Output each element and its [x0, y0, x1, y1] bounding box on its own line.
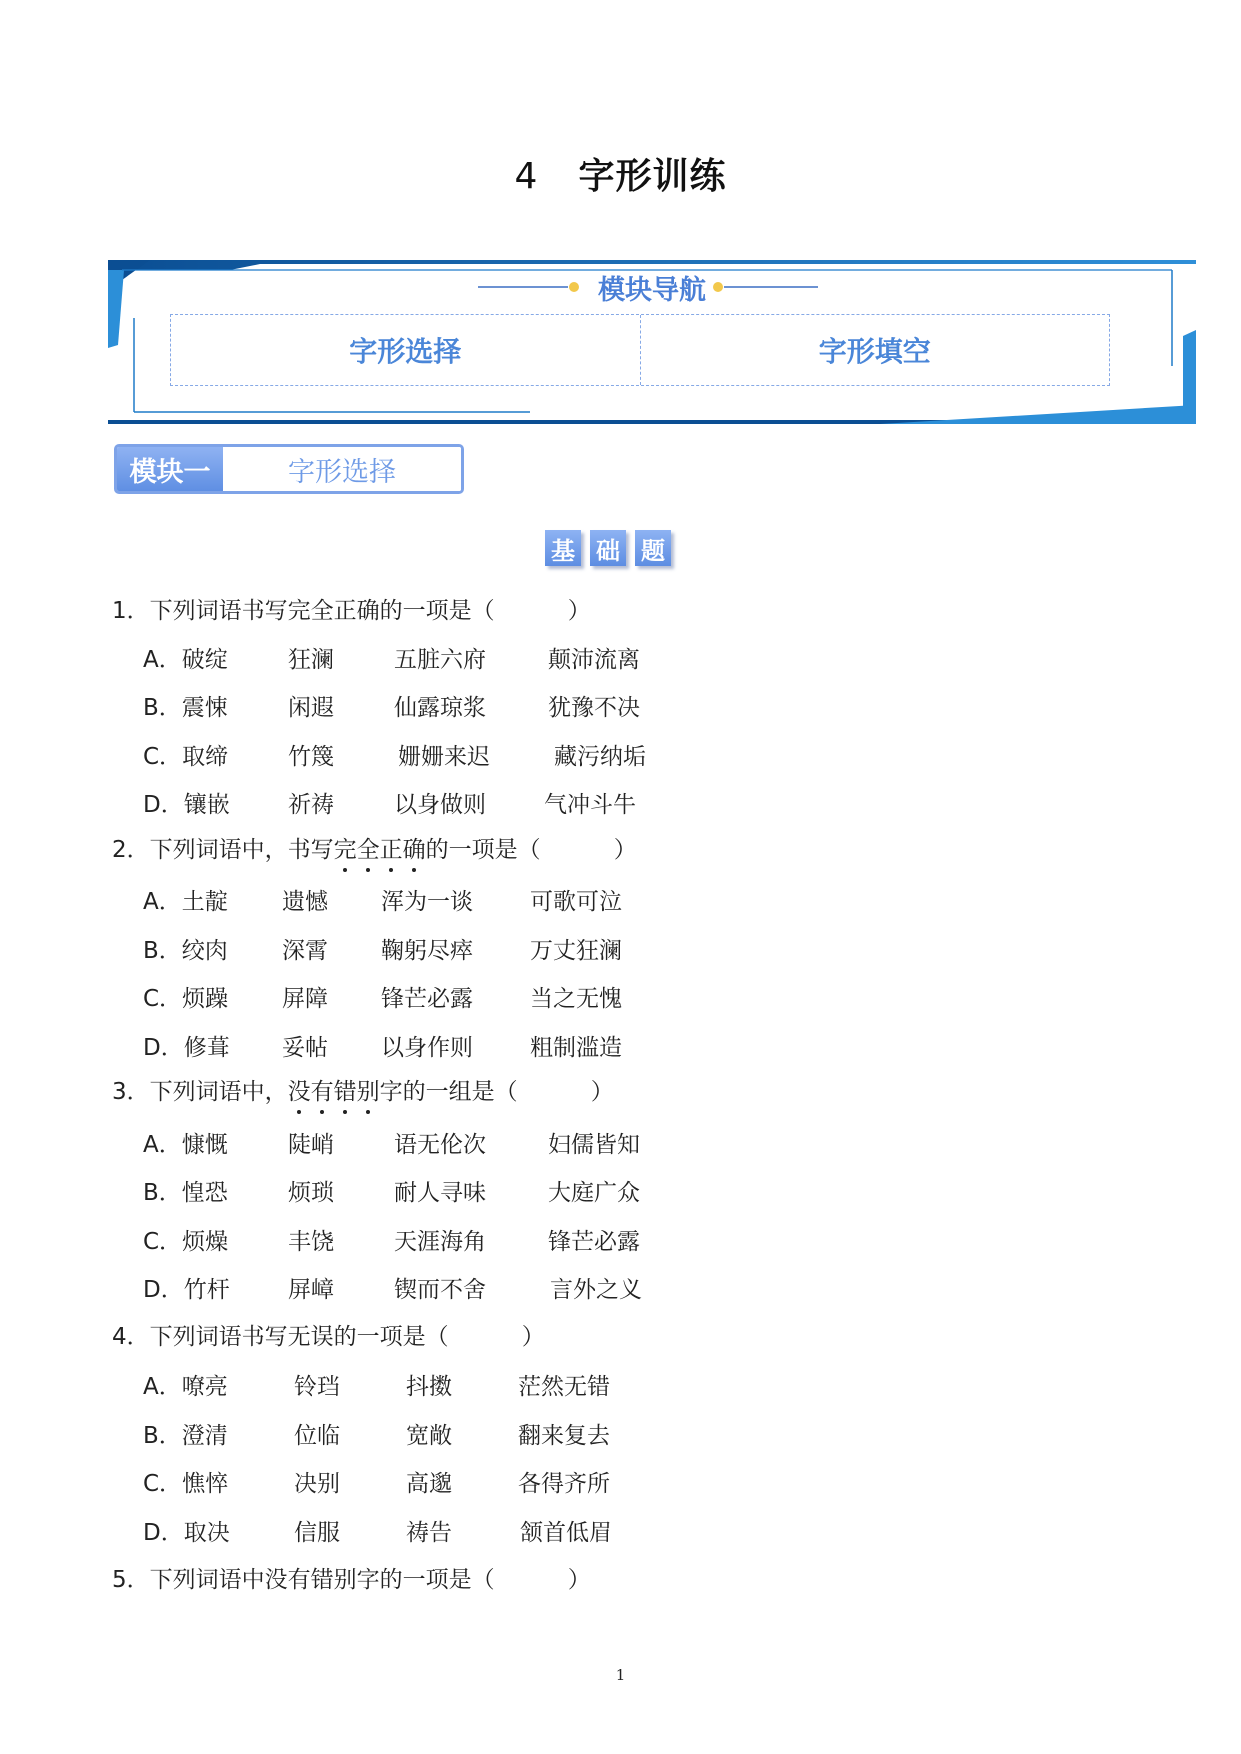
option-word: 祈祷: [288, 792, 334, 818]
nav-box: [170, 314, 1110, 386]
option-word: 翻来复去: [518, 1423, 610, 1449]
emphasis-char: 确: [402, 837, 426, 863]
nav-item-glyph-selection[interactable]: 字形选择: [349, 335, 462, 368]
option-word: 锋芒必露: [548, 1229, 640, 1255]
option-word: 姗姗来迟: [398, 744, 490, 770]
option-word: 闲遐: [288, 695, 334, 721]
badge-char: 基: [545, 530, 581, 566]
option-word: 决别: [294, 1471, 340, 1497]
option-label[interactable]: A．土靛: [143, 889, 228, 915]
option-word: 万丈狂澜: [530, 938, 622, 964]
emphasis-char: 没: [287, 1079, 311, 1105]
question-1-stem: 1．下列词语书写完全正确的一项是（ ）: [112, 598, 591, 624]
question-2-stem: 2．下列词语中，书写完全正确的一项是（ ）: [112, 837, 637, 863]
option-word: 气冲斗牛: [544, 792, 636, 818]
option-label[interactable]: D．修葺: [143, 1035, 230, 1061]
module-header: [114, 444, 464, 494]
option-word: 烦琐: [288, 1180, 334, 1206]
question-4-stem: 4．下列词语书写无误的一项是（ ）: [112, 1324, 545, 1350]
option-word: 颠沛流离: [548, 647, 640, 673]
option-word: 竹篾: [288, 744, 334, 770]
question-5-stem: 5．下列词语中没有错别字的一项是（ ）: [112, 1567, 591, 1593]
section-badges: [545, 530, 671, 566]
option-label[interactable]: B．澄清: [143, 1423, 228, 1449]
option-word: 颔首低眉: [520, 1520, 612, 1546]
option-word: 各得齐所: [518, 1471, 610, 1497]
option-word: 丰饶: [288, 1229, 334, 1255]
lesson-number: 4: [514, 156, 539, 197]
option-word: 仙露琼浆: [394, 695, 486, 721]
option-word: 铃珰: [294, 1374, 340, 1400]
option-label[interactable]: C．烦躁: [143, 986, 229, 1012]
option-word: 以身作则: [381, 1035, 473, 1061]
option-word: 藏污纳垢: [554, 744, 646, 770]
option-word: 遗憾: [282, 889, 328, 915]
nav-item-glyph-fill[interactable]: 字形填空: [640, 315, 1110, 385]
option-label[interactable]: C．憔悴: [143, 1471, 229, 1497]
module-navigation: [108, 258, 1196, 428]
option-word: 言外之义: [550, 1277, 642, 1303]
option-word: 鞠躬尽瘁: [381, 938, 473, 964]
option-word: 犹豫不决: [548, 695, 640, 721]
option-word: 高邈: [406, 1471, 452, 1497]
option-word: 耐人寻味: [394, 1180, 486, 1206]
option-word: 抖擞: [406, 1374, 452, 1400]
option-label[interactable]: C．烦燥: [143, 1229, 229, 1255]
option-word: 锲而不舍: [394, 1277, 486, 1303]
option-word: 大庭广众: [548, 1180, 640, 1206]
option-label[interactable]: B．绞肉: [143, 938, 228, 964]
emphasis-char: 正: [379, 837, 403, 863]
module-tag: 模块一: [117, 447, 223, 491]
option-word: 天涯海角: [394, 1229, 486, 1255]
option-label[interactable]: D．镶嵌: [143, 792, 230, 818]
option-word: 粗制滥造: [530, 1035, 622, 1061]
nav-title: 模块导航: [598, 275, 706, 306]
module-name: 字形选择: [223, 447, 461, 491]
option-word: 深霄: [282, 938, 328, 964]
option-word: 屏嶂: [288, 1277, 334, 1303]
option-word: 妇儒皆知: [548, 1132, 640, 1158]
option-label[interactable]: A．嘹亮: [143, 1374, 228, 1400]
page-number: 1: [615, 1666, 626, 1684]
option-label[interactable]: C．取缔: [143, 744, 229, 770]
badge-char: 础: [590, 530, 626, 566]
emphasis-char: 有: [310, 1079, 334, 1105]
emphasis-char: 全: [356, 837, 380, 863]
option-word: 当之无愧: [530, 986, 622, 1012]
option-word: 屏障: [282, 986, 328, 1012]
option-word: 语无伦次: [394, 1132, 486, 1158]
option-word: 信服: [294, 1520, 340, 1546]
option-word: 可歌可泣: [530, 889, 622, 915]
option-label[interactable]: B．震悚: [143, 695, 228, 721]
option-label[interactable]: A．破绽: [143, 647, 228, 673]
option-word: 五脏六府: [394, 647, 486, 673]
option-word: 位临: [294, 1423, 340, 1449]
option-label[interactable]: A．慷慨: [143, 1132, 228, 1158]
option-label[interactable]: D．竹杆: [143, 1277, 230, 1303]
option-word: 妥帖: [282, 1035, 328, 1061]
option-word: 浑为一谈: [381, 889, 473, 915]
option-word: 以身做则: [394, 792, 486, 818]
question-3-stem: 3．下列词语中，没有错别字的一组是（ ）: [112, 1079, 614, 1105]
option-word: 茫然无错: [518, 1374, 610, 1400]
badge-char: 题: [635, 530, 671, 566]
option-label[interactable]: D．取决: [143, 1520, 230, 1546]
option-word: 狂澜: [288, 647, 334, 673]
option-word: 锋芒必露: [381, 986, 473, 1012]
emphasis-char: 错: [333, 1079, 357, 1105]
option-word: 祷告: [406, 1520, 452, 1546]
option-label[interactable]: B．惶恐: [143, 1180, 228, 1206]
emphasis-char: 别: [356, 1079, 380, 1105]
option-word: 陡峭: [288, 1132, 334, 1158]
option-word: 宽敞: [406, 1423, 452, 1449]
emphasis-char: 完: [333, 837, 357, 863]
lesson-title: 字形训练: [578, 156, 727, 197]
